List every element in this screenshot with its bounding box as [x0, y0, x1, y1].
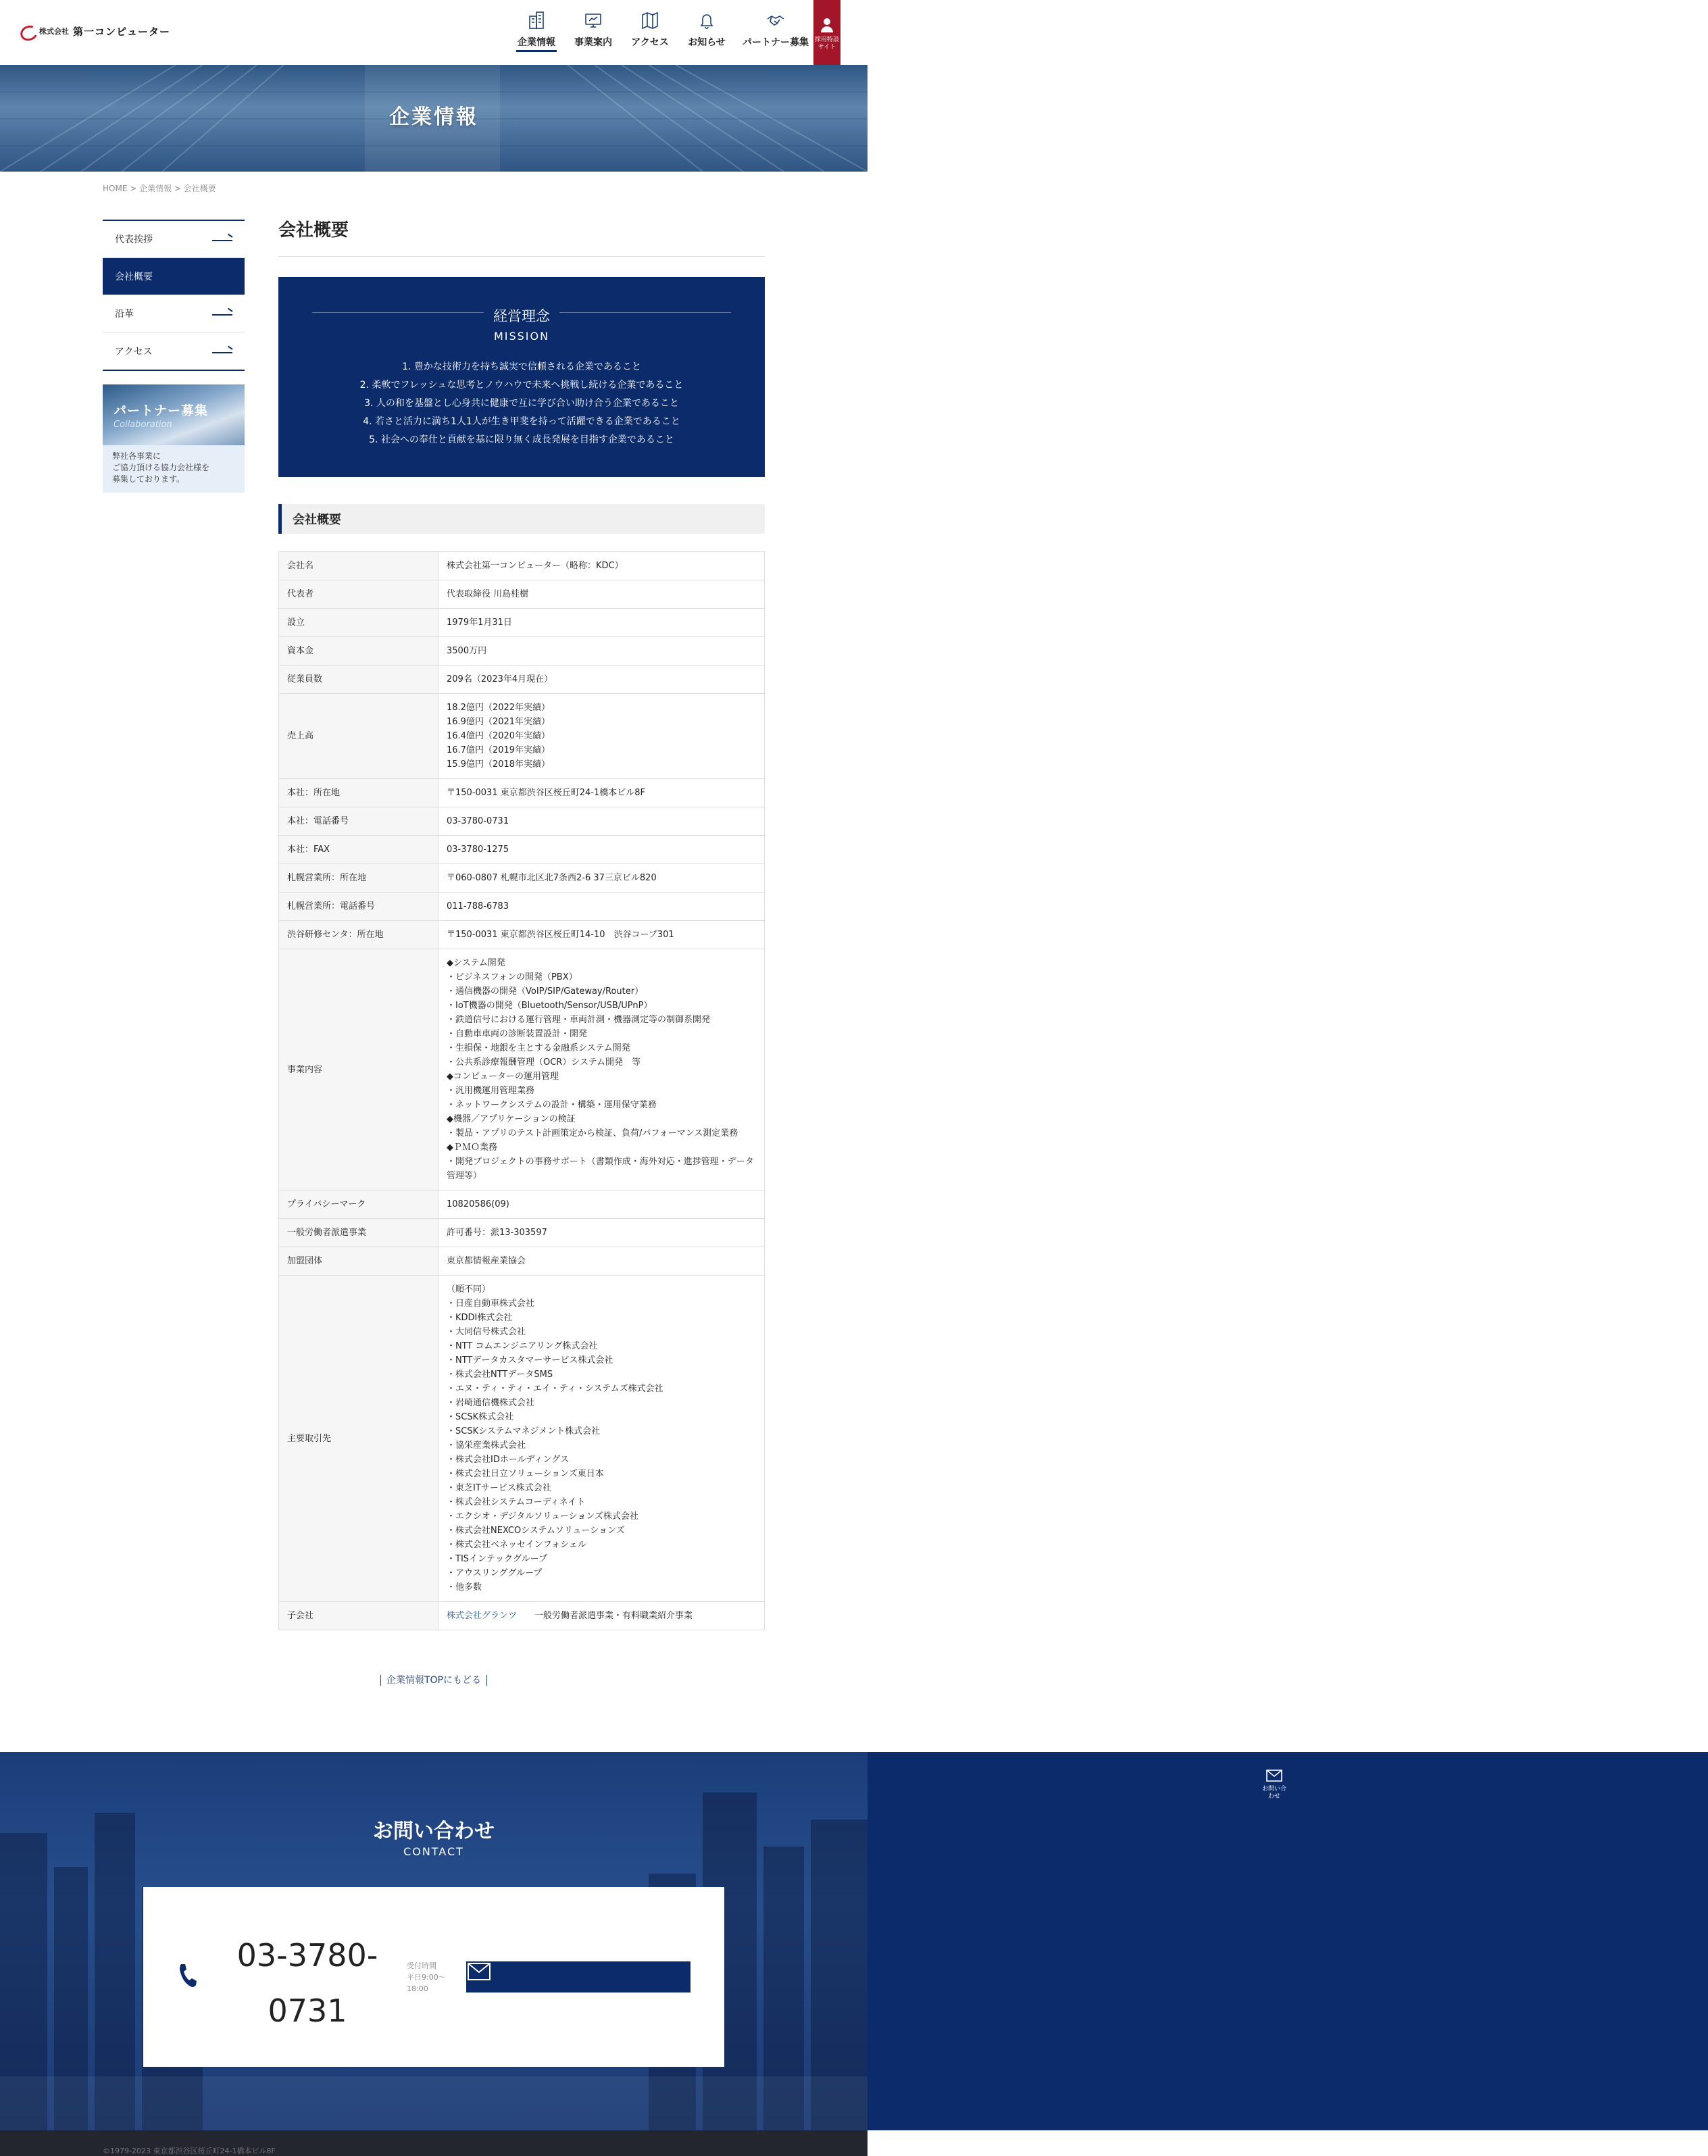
info-label: 主要取引先	[279, 1276, 438, 1602]
info-value-line: ・日産自動車株式会社	[447, 1299, 535, 1309]
global-nav	[508, 0, 816, 65]
info-value	[438, 779, 765, 807]
nav-news[interactable]	[678, 0, 735, 65]
header-contact-button[interactable]	[840, 1752, 1708, 2130]
side-item-greeting[interactable]	[103, 221, 245, 258]
mission-title	[278, 305, 765, 326]
info-value-lines	[447, 899, 756, 913]
monitor-icon	[584, 11, 603, 30]
side-item-label: 沿革	[115, 309, 134, 320]
hero-title: 企業情報	[389, 105, 478, 129]
mail-contact-button[interactable]	[466, 1961, 690, 1992]
info-value-lines	[447, 587, 756, 601]
subsidiary-desc: 一般労働者派遣事業・有料職業紹介事業	[517, 1611, 693, 1621]
nav-access[interactable]	[622, 0, 678, 65]
info-value-line: 011-788-6783	[447, 901, 509, 911]
info-label: 一般労働者派遣事業	[279, 1219, 438, 1247]
info-value-line: ・株式会社NEXCOシステムソリューションズ	[447, 1526, 625, 1536]
main-content	[278, 216, 765, 1630]
side-item-label: 代表挨拶	[115, 234, 153, 245]
side-item-access[interactable]	[103, 332, 245, 370]
partner-text-line: 募集しております。	[112, 474, 185, 484]
info-value-line: ・株式会社ベネッセインフォシェル	[447, 1540, 586, 1550]
info-value-line: ・他多数	[447, 1582, 482, 1593]
partner-title: パートナー募集	[114, 403, 209, 418]
logo-small-text: 株式会社	[39, 27, 69, 36]
info-value-line: 16.9億円（2021年実績）	[447, 717, 551, 727]
info-value-lines	[447, 616, 756, 630]
section-heading: 会社概要	[278, 504, 765, 534]
copyright: ©1979-2023 東京都渋谷区桜丘町24-1橋本ビル8F	[103, 2147, 276, 2155]
company-info-table	[278, 551, 765, 1630]
info-row	[279, 779, 765, 807]
business-hours	[407, 1960, 446, 1995]
info-label: プライバシーマーク	[279, 1190, 438, 1219]
info-value-line: ・SCSKシステムマネジメント株式会社	[447, 1426, 601, 1436]
info-value	[438, 1247, 765, 1276]
info-value-line: ◆ＰＭＯ業務	[447, 1143, 497, 1153]
info-value-line: 代表取締役 川島桂樹	[447, 589, 529, 599]
subsidiary-link[interactable]: 株式会社グランツ	[447, 1611, 518, 1621]
info-value	[438, 1219, 765, 1247]
info-value-line: 〒150-0031 東京都渋谷区桜丘町14-10 渋谷コープ301	[447, 930, 674, 940]
info-value-line: ・株式会社NTTデータSMS	[447, 1370, 553, 1380]
info-value-line: ・TISインテックグループ	[447, 1554, 547, 1564]
info-value-line: ・株式会社IDホールディングス	[447, 1455, 570, 1465]
partner-banner[interactable]	[103, 384, 245, 493]
info-value-line: ・開発プロジェクトの事務サポート（書類作成・海外対応・進捗管理・データ管理等）	[447, 1157, 754, 1181]
page-title: 会社概要	[278, 216, 765, 257]
site-footer	[0, 2130, 868, 2156]
info-value	[438, 694, 765, 779]
hours-end: 18:00	[407, 1984, 428, 1993]
contact-label: お問い合わせ	[1262, 1786, 1287, 1800]
info-value-line: 東京都情報産業協会	[447, 1256, 526, 1266]
info-value-line: 10820586(09)	[447, 1199, 509, 1209]
info-label: 会社名	[279, 552, 438, 580]
info-value	[438, 666, 765, 694]
nav-label: 企業情報	[518, 37, 555, 48]
info-value-line: 許可番号：派13-303597	[447, 1228, 547, 1238]
info-value-line: ・汎用機運用管理業務	[447, 1086, 535, 1096]
building-icon	[527, 11, 546, 30]
info-label: 札幌営業所：所在地	[279, 864, 438, 893]
mission-item: 1. 豊かな技術力を持ち誠実で信頼される企業であること	[402, 361, 641, 372]
info-value-lines	[447, 701, 756, 772]
info-value-line: 15.9億円（2018年実績）	[447, 759, 551, 770]
partner-text-line: ご協力頂ける協力会社様を	[112, 463, 210, 472]
info-value-line: 〒060-0807 札幌市北区北7条西2-6 37三京ビル820	[447, 873, 657, 883]
handshake-icon	[766, 11, 785, 30]
nav-partner[interactable]	[735, 0, 816, 65]
info-value-line: 16.4億円（2020年実績）	[447, 731, 551, 741]
info-label: 本社：FAX	[279, 836, 438, 864]
hero-banner	[0, 65, 868, 172]
info-value-lines	[447, 644, 756, 658]
contact-title: お問い合わせ	[373, 1820, 495, 1843]
info-value	[438, 580, 765, 609]
info-row	[279, 580, 765, 609]
info-value-line: ・製品・アプリのテスト計画策定から検証、負荷/パフォーマンス測定業務	[447, 1128, 738, 1138]
info-value-line: ◆システム開発	[447, 958, 505, 968]
partner-text	[103, 445, 245, 491]
contact-subtitle: CONTACT	[403, 1845, 464, 1858]
info-value-lines	[447, 814, 756, 828]
info-value-line: 209名（2023年4月現在）	[447, 674, 553, 684]
info-value-line: ・協栄産業株式会社	[447, 1440, 526, 1451]
info-value-line: ・生損保・地銀を主とする金融系システム開発	[447, 1043, 630, 1053]
logo-mark-icon	[19, 23, 35, 39]
side-item-label: アクセス	[115, 346, 153, 357]
info-value	[438, 637, 765, 666]
info-value-lines	[447, 559, 756, 573]
mail-icon	[468, 1963, 491, 1980]
side-item-history[interactable]	[103, 295, 245, 332]
info-row	[279, 552, 765, 580]
info-row	[279, 1276, 765, 1602]
info-value-line: 18.2億円（2022年実績）	[447, 703, 551, 713]
info-label: 事業内容	[279, 949, 438, 1190]
info-value-line: 1979年1月31日	[447, 618, 512, 628]
partner-text-line: 弊社各事業に	[112, 451, 161, 461]
info-row	[279, 836, 765, 864]
contact-box	[143, 1887, 724, 2067]
recruit-label: 採用特設サイト	[815, 36, 840, 51]
side-item-label: 会社概要	[115, 272, 153, 282]
bell-icon	[697, 11, 716, 30]
info-value-line: 3500万円	[447, 646, 487, 656]
info-value-line: 16.7億円（2019年実績）	[447, 745, 551, 755]
info-row	[279, 694, 765, 779]
nav-label: アクセス	[631, 37, 669, 48]
info-value-line: 03-3780-0731	[447, 816, 509, 826]
info-row	[279, 1602, 765, 1630]
back-link-text[interactable]: 企業情報TOPにもどる	[380, 1675, 487, 1686]
info-value-line: ・SCSK株式会社	[447, 1412, 514, 1422]
info-row	[279, 893, 765, 921]
info-value-lines	[447, 928, 756, 942]
info-row	[279, 807, 765, 836]
info-value-lines	[447, 843, 756, 857]
mission-item: 2. 柔軟でフレッシュな思考とノウハウで未来へ挑戦し続ける企業であること	[359, 380, 684, 391]
info-value-lines	[447, 786, 756, 800]
info-row	[279, 949, 765, 1190]
info-value-line: ・通信機器の開発（VoIP/SIP/Gateway/Router）	[447, 986, 644, 997]
info-value-lines	[447, 956, 756, 1183]
partner-photo	[103, 384, 245, 445]
nav-company[interactable]	[508, 0, 565, 65]
phone-line: 0731	[268, 1992, 347, 2029]
info-value-line: ・自動車車両の診断装置設計・開発	[447, 1029, 588, 1039]
info-value	[438, 552, 765, 580]
info-row	[279, 1219, 765, 1247]
info-row	[279, 609, 765, 637]
info-value-line: ・KDDI株式会社	[447, 1313, 513, 1323]
info-value-line: 株式会社第一コンピューター（略称：KDC）	[447, 561, 624, 571]
arrow-right-icon	[212, 236, 232, 243]
info-value-line: ・エヌ・ティ・ティ・エイ・ティ・システムズ株式会社	[447, 1384, 663, 1394]
mail-icon	[1266, 1770, 1282, 1782]
person-icon	[820, 18, 834, 32]
info-row	[279, 637, 765, 666]
nav-business[interactable]	[565, 0, 622, 65]
info-value-lines	[447, 672, 756, 686]
back-to-company-top[interactable]	[0, 1673, 868, 1686]
info-value-line: ・NTT コムエンジニアリング株式会社	[447, 1341, 598, 1351]
sidebar	[103, 220, 245, 493]
info-value-line: ・IoT機器の開発（Bluetooth/Sensor/USB/UPnP）	[447, 1001, 653, 1011]
phone-line: 03-3780-	[236, 1937, 378, 1974]
info-value-line: ・公共系診療報酬管理（OCR）システム開発 等	[447, 1057, 641, 1068]
nav-label: 事業案内	[574, 37, 612, 48]
info-row	[279, 1190, 765, 1219]
info-value	[438, 921, 765, 949]
info-value	[438, 949, 765, 1190]
side-item-overview[interactable]	[103, 258, 245, 295]
info-label: 渋谷研修センタ：所在地	[279, 921, 438, 949]
mission-item: 5. 社会への奉仕と貢献を基に限り無く成長発展を目指す企業であること	[369, 434, 674, 445]
info-value-line: 〒150-0031 東京都渋谷区桜丘町24-1橋本ビル8F	[447, 788, 645, 798]
info-row	[279, 864, 765, 893]
info-value-lines	[447, 1197, 756, 1211]
info-label: 札幌営業所：電話番号	[279, 893, 438, 921]
logo-name-text: 第一コンピューター	[73, 25, 171, 38]
info-label: 従業員数	[279, 666, 438, 694]
arrow-right-icon	[212, 348, 232, 355]
info-value-line: ・エクシオ・デジタルソリューションズ株式会社	[447, 1511, 638, 1522]
info-label: 加盟団体	[279, 1247, 438, 1276]
mission-list	[278, 358, 765, 449]
info-value	[438, 609, 765, 637]
nav-label: パートナー募集	[743, 37, 809, 48]
info-value	[438, 893, 765, 921]
info-value	[438, 807, 765, 836]
info-row	[279, 1247, 765, 1276]
info-label: 売上高	[279, 694, 438, 779]
phone-number[interactable]	[223, 1928, 392, 2038]
info-value-line: ・株式会社システムコーディネイト	[447, 1497, 586, 1507]
info-value	[438, 864, 765, 893]
mission-box	[278, 277, 765, 477]
info-label: 子会社	[279, 1602, 438, 1630]
info-value-lines	[447, 1254, 756, 1268]
nav-label: お知らせ	[688, 37, 726, 48]
recruit-site-button[interactable]	[813, 0, 840, 65]
info-value-line: ◆コンピューターの運用管理	[447, 1072, 559, 1082]
info-row	[279, 921, 765, 949]
info-label: 本社：電話番号	[279, 807, 438, 836]
info-value-line: ◆機器／アプリケーションの検証	[447, 1114, 576, 1124]
info-value	[438, 1190, 765, 1219]
info-value-line: （順不同）	[447, 1284, 491, 1295]
contact-section	[0, 1752, 868, 2130]
info-value-line: ・株式会社日立ソリューションズ東日本	[447, 1469, 604, 1479]
info-value-line: 03-3780-1275	[447, 845, 509, 855]
mission-title-text: 経営理念	[484, 308, 559, 324]
hours-days: 平日9:00～	[407, 1973, 446, 1982]
info-value-line: ・東芝ITサービス株式会社	[447, 1483, 551, 1493]
map-icon	[640, 11, 659, 30]
mission-item: 4. 若さと活力に満ち1人1人が生き甲斐を持って活躍できる企業であること	[363, 416, 680, 427]
info-value-lines	[447, 871, 756, 885]
info-value	[438, 836, 765, 864]
side-menu	[103, 220, 245, 371]
partner-subtitle: Collaboration	[114, 420, 172, 430]
breadcrumb[interactable]: HOME > 企業情報 > 会社概要	[103, 184, 216, 193]
info-value	[438, 1276, 765, 1602]
info-value-line: ・アウスリンググループ	[447, 1568, 543, 1578]
arrow-right-icon	[212, 310, 232, 317]
info-label: 設立	[279, 609, 438, 637]
info-value-line: ・岩崎通信機株式会社	[447, 1398, 535, 1408]
info-label: 代表者	[279, 580, 438, 609]
info-value-line: ・ビジネスフォンの開発（PBX）	[447, 972, 578, 982]
info-value-line: ・NTTデータカスタマーサービス株式会社	[447, 1355, 613, 1365]
info-label: 資本金	[279, 637, 438, 666]
info-value-line: ・ネットワークシステムの設計・構築・運用保守業務	[447, 1100, 657, 1110]
info-value-lines	[447, 1282, 756, 1595]
mission-subtitle: MISSION	[493, 330, 550, 343]
info-value-line: ・鉄道信号における運行管理・車両計測・機器測定等の制御系開発	[447, 1015, 711, 1025]
info-value	[438, 1602, 765, 1630]
info-row	[279, 666, 765, 694]
phone-icon	[176, 1961, 195, 1988]
mission-item: 3. 人の和を基盤とし心身共に健康で互に学び合い助け合う企業であること	[364, 398, 679, 409]
info-value-lines	[447, 1226, 756, 1240]
info-value-line: ・大同信号株式会社	[447, 1327, 526, 1337]
info-label: 本社：所在地	[279, 779, 438, 807]
company-logo[interactable]	[19, 23, 170, 39]
hours-label: 受付時間	[407, 1961, 436, 1970]
